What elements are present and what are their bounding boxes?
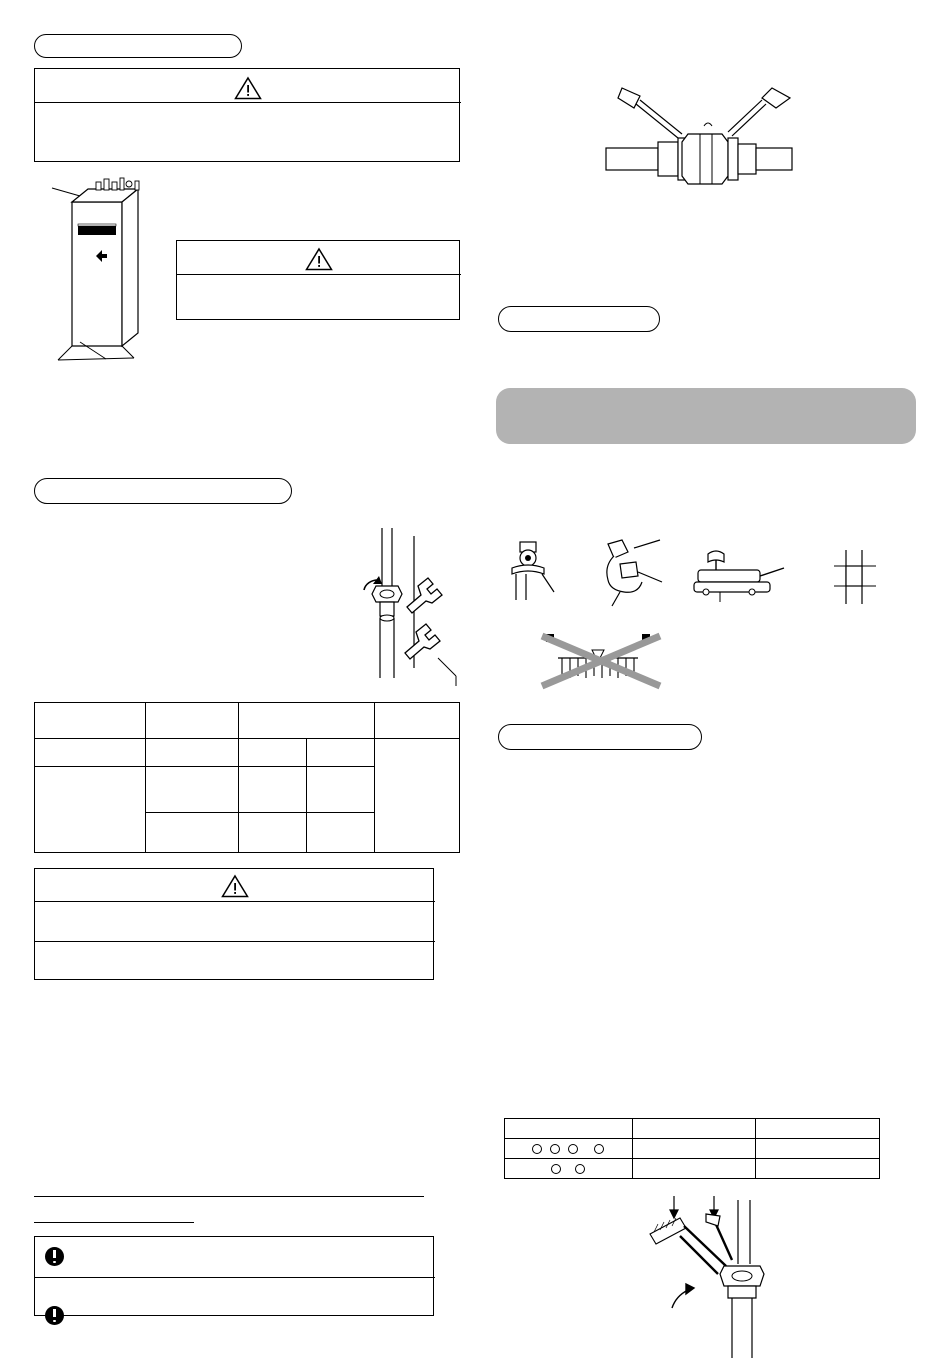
caution-box-1b-divider (177, 274, 461, 275)
indoor-unit-illustration (50, 176, 180, 364)
notes-bullet-box (34, 1236, 434, 1316)
spec-r2-c3 (239, 767, 307, 813)
section-4-header-pill (498, 724, 702, 750)
spec-col-2-header (145, 703, 239, 739)
caution-box-2-row-1 (45, 909, 425, 935)
dot-icon (532, 1144, 542, 1154)
section-2-header-pill (34, 478, 292, 504)
pipe-end-measure-icon (832, 548, 882, 606)
exclamation-bullet-icon-1 (45, 1247, 64, 1266)
spec-r1-c1 (35, 739, 146, 767)
caution-box-1-divider (35, 102, 461, 103)
section-1-header-pill (34, 34, 242, 58)
spec-col-1-header (35, 703, 146, 739)
pipe-joint-leak-check-illustration (604, 86, 794, 206)
caution-box-1-row-2 (45, 133, 445, 153)
dot-table-row-2-cell-2 (756, 1159, 880, 1179)
table-row (35, 739, 460, 767)
dot-table-grid (504, 1118, 880, 1179)
spec-r1-c4 (307, 739, 375, 767)
dot-table-row-1-cell-1 (632, 1139, 756, 1159)
table-row (505, 1139, 880, 1159)
dot-table-row-1-cell-2 (756, 1139, 880, 1159)
spec-r2-c1 (35, 767, 146, 853)
warning-triangle-icon-2 (305, 247, 333, 276)
warning-triangle-icon-3 (221, 874, 249, 903)
warning-triangle-icon (234, 76, 262, 105)
dot-icon (575, 1164, 585, 1174)
spec-table-grid (34, 702, 460, 853)
reamer-deburring-icon (590, 538, 670, 608)
dot-icon (594, 1144, 604, 1154)
flaring-tool-icon (690, 548, 786, 606)
dot-icon (550, 1144, 560, 1154)
caution-box-1b-row-2 (187, 299, 447, 317)
notes-rule-2 (34, 1222, 194, 1223)
caution-box-2 (34, 868, 434, 980)
caution-box-1b-row-1 (187, 281, 447, 299)
grey-highlight-bar (496, 388, 916, 444)
caution-box-2-divider-2 (35, 941, 435, 942)
spec-r2-c4 (307, 767, 375, 813)
dot-icon (551, 1164, 561, 1174)
notes-rule-1 (34, 1196, 424, 1197)
spec-col-3-header (239, 703, 375, 739)
dot-icon (568, 1144, 578, 1154)
notes-bullet-divider (35, 1277, 435, 1278)
spec-r3-c4 (307, 813, 375, 853)
pipe-cutter-icon (502, 540, 578, 606)
spec-r3-c3 (239, 813, 307, 853)
caution-box-2-divider-1 (35, 901, 435, 902)
caution-box-1-row-1 (45, 109, 445, 129)
dot-table (504, 1118, 880, 1178)
dot-table-row-1-dots (505, 1139, 633, 1159)
dot-table-row-2-cell-1 (632, 1159, 756, 1179)
spec-r1-c5 (375, 739, 460, 853)
x-cross-mark (536, 632, 666, 690)
dot-table-header-1 (505, 1119, 633, 1139)
dot-table-row-2-dots (505, 1159, 633, 1179)
spec-r2-c2 (145, 767, 239, 813)
exclamation-bullet-icon-2 (45, 1306, 64, 1325)
caution-box-2-row-2 (45, 949, 425, 975)
caution-box-1 (34, 68, 460, 162)
spec-r3-c2 (145, 813, 239, 853)
flare-nut-wrench-illustration (352, 528, 468, 696)
spec-table (34, 702, 460, 852)
torque-wrench-flare-illustration (640, 1194, 790, 1360)
spec-col-5-header (375, 703, 460, 739)
notes-bullet-text-2 (75, 1289, 425, 1307)
table-row (35, 703, 460, 739)
spec-r1-c2 (145, 739, 239, 767)
caution-box-1b (176, 240, 460, 320)
table-row (505, 1159, 880, 1179)
dot-table-header-2 (632, 1119, 756, 1139)
dot-table-header-3 (756, 1119, 880, 1139)
notes-bullet-text-1 (75, 1249, 425, 1267)
section-3-header-pill (498, 306, 660, 332)
table-row (505, 1119, 880, 1139)
spec-r1-c3 (239, 739, 307, 767)
